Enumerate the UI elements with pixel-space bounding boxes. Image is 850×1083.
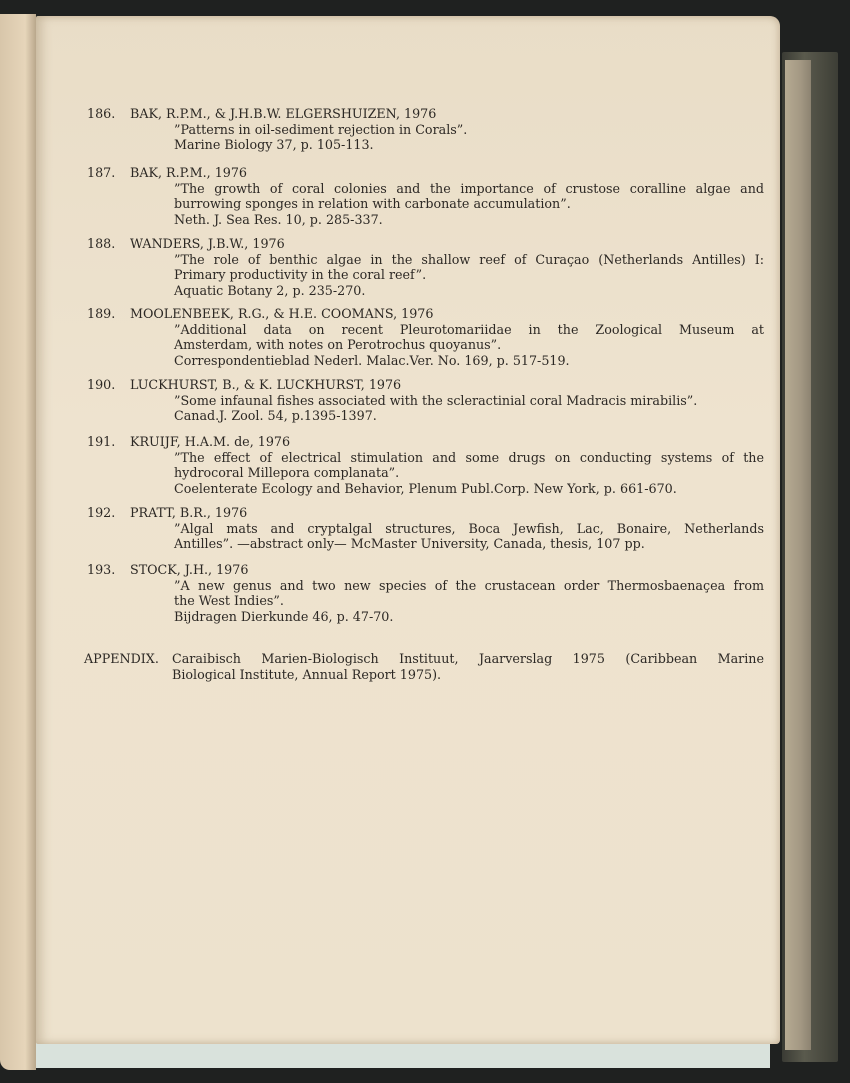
reference-line: ”Additional data on recent Pleurotomariidae in the Zoological Museum at: [174, 321, 764, 337]
reference-line: the West Indies”.: [174, 593, 284, 608]
reference-line: ”The growth of coral colonies and the importance of crustose coralline algae and: [174, 180, 764, 196]
reference-number: 190.: [87, 377, 116, 392]
reference-body: [174, 181, 764, 228]
reference-line: Canad.J. Zool. 54, p.1395-1397.: [174, 408, 377, 423]
reference-line: Marine Biology 37, p. 105-113.: [174, 137, 374, 152]
reference-number: 188.: [87, 236, 116, 251]
reference-line: Primary productivity in the coral reef”.: [174, 267, 427, 282]
reference-number: 186.: [87, 106, 116, 121]
reference-line: ”Patterns in oil-sediment rejection in Corals”.: [174, 121, 468, 137]
appendix-label: APPENDIX.: [84, 651, 159, 666]
reference-line: Aquatic Botany 2, p. 235-270.: [174, 282, 366, 298]
reference-line: ”A new genus and two new species of the crustacean order Thermosbaenaçea from: [174, 577, 764, 593]
reference-body: [174, 521, 764, 552]
reference-authors: PRATT, B.R., 1976: [130, 505, 248, 520]
appendix-text: [172, 651, 764, 682]
reference-authors: BAK, R.P.M., & J.H.B.W. ELGERSHUIZEN, 1976: [130, 106, 437, 121]
reference-authors: WANDERS, J.B.W., 1976: [130, 236, 285, 251]
reference-line: ”The role of benthic algae in the shallow reef of Curaçao (Netherlands Antilles) I:: [174, 251, 764, 267]
reference-authors: KRUIJF, H.A.M. de, 1976: [130, 434, 291, 449]
reference-line: Coelenterate Ecology and Behavior, Plenum Publ.Corp. New York, p. 661-670.: [174, 480, 677, 496]
reference-body: [174, 450, 764, 497]
reference-line: Amsterdam, with notes on Perotrochus quoyanus”.: [174, 337, 502, 352]
reference-number: 187.: [87, 165, 116, 180]
reference-body: [174, 578, 764, 625]
reference-body: [174, 122, 764, 153]
reference-authors: MOOLENBEEK, R.G., & H.E. COOMANS, 1976: [130, 306, 434, 321]
reference-number: 192.: [87, 505, 116, 520]
reference-number: 193.: [87, 562, 116, 577]
reference-line: burrowing sponges in relation with carbonate accumulation”.: [174, 196, 571, 211]
reference-line: Neth. J. Sea Res. 10, p. 285-337.: [174, 211, 383, 227]
left-page-edge: [0, 14, 36, 1070]
appendix-line: Caraibisch Marien-Biologisch Instituut, Jaarverslag 1975 (Caribbean Marine: [172, 651, 764, 666]
reference-authors: STOCK, J.H., 1976: [130, 562, 249, 577]
reference-number: 189.: [87, 306, 116, 321]
reference-authors: LUCKHURST, B., & K. LUCKHURST, 1976: [130, 377, 402, 392]
reference-line: hydrocoral Millepora complanata”.: [174, 465, 400, 480]
reference-line: Correspondentieblad Nederl. Malac.Ver. No. 169, p. 517-519.: [174, 352, 570, 368]
reference-authors: BAK, R.P.M., 1976: [130, 165, 247, 180]
reference-line: ”Some infaunal fishes associated with the scleractinial coral Madracis mirabilis”.: [174, 392, 698, 408]
reference-body: [174, 252, 764, 299]
reference-line: ”Algal mats and cryptalgal structures, Boca Jewfish, Lac, Bonaire, Netherlands: [174, 520, 764, 536]
reference-line: ”The effect of electrical stimulation and some drugs on conducting systems of the: [174, 449, 764, 465]
reference-line: Antilles”. —abstract only— McMaster University, Canada, thesis, 107 pp.: [174, 536, 645, 551]
reference-number: 191.: [87, 434, 116, 449]
reference-body: [174, 322, 764, 369]
reference-line: Bijdragen Dierkunde 46, p. 47-70.: [174, 608, 394, 624]
back-page-edge: [785, 60, 811, 1050]
appendix-line: Biological Institute, Annual Report 1975).: [172, 666, 442, 682]
reference-body: [174, 393, 764, 424]
